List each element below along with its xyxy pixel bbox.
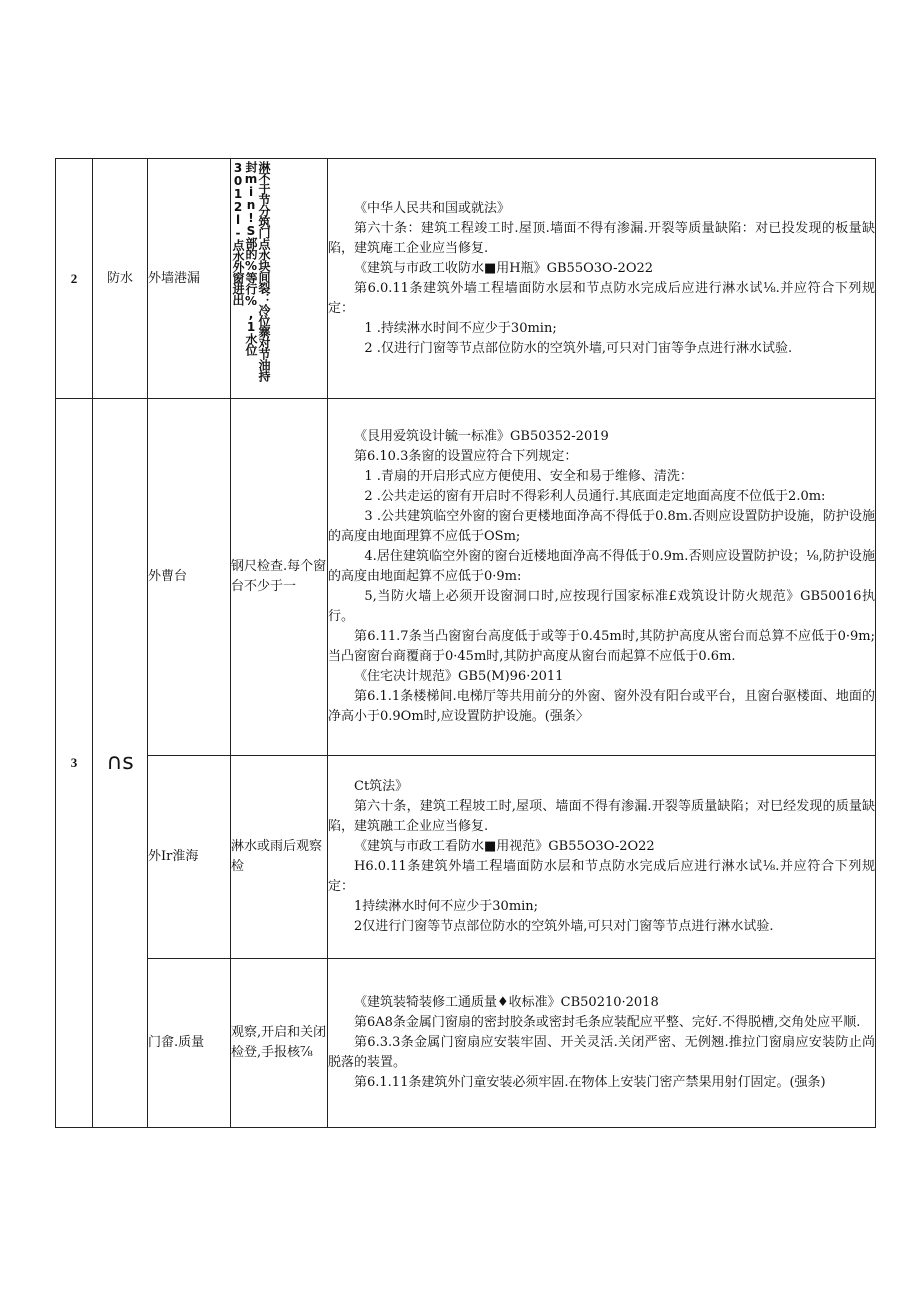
basis-line: 《艮用爱筑设计毓一标准》GB50352-2019: [354, 429, 609, 444]
basis-line: 1 .青扇的开启形式应方便使用、安全和易于维修、清洗：: [364, 469, 693, 484]
row-category: ∩s: [93, 399, 148, 1128]
table-row: [56, 756, 876, 959]
basis-line: 4.居住建筑临空外窗的窗台近楼地面净高不得低于0.9m.否则应设置防护设；⅛,防护设施的高度由地面起算不应低于0·9m:: [328, 549, 875, 584]
basis-line: 《建筑与市政工收防水■用H瓶》GB55O3O-2O22: [354, 260, 654, 276]
row-category: 防水: [93, 159, 148, 399]
basis-line: 3 .公共建筑临空外窗的窗台更楼地面净高不得低于0.8m.否则应设置防护设施，防护设施的高度由地面理算不应低于OSm;: [328, 509, 875, 544]
row-method: 钢尺检查.每个窗台不少于一: [231, 399, 328, 756]
basis-line: 第6.1.11条建筑外门童安装必须牢固.在物体上安装门密产禁果用射仃固定。(强条): [354, 1075, 826, 1090]
row-basis: [328, 399, 876, 756]
basis-line: 第6.3.3条金属门窗扇应安装牢固、开关灵活.关闭严密、无例翘.推拉门窗扇应安装防止尚脱落的装置。: [328, 1035, 875, 1070]
row-basis: [328, 959, 876, 1128]
row-method: 淋水或雨后观察检: [231, 756, 328, 959]
basis-line: 2 .公共走运的窗有开启时不得彩利人员通行.其底面走定地面高度不位低于2.0m:: [364, 489, 826, 504]
table-row: [56, 159, 876, 399]
basis-line: 《建筑与市政工看防水■用视范》GB55O3O-2O22: [354, 839, 655, 854]
basis-line: 第六十条，建筑工程坡工时,屋项、墙面不得有渗漏.开裂等质量缺陷；对巳经发现的质量缺陷，建筑融工企业应当修复.: [328, 799, 875, 834]
basis-line: 1 .持续淋水时间不应少于30min;: [364, 320, 557, 336]
basis-line: 第6A8条金属门窗扇的密封胶条或密封毛条应装配应平整、完好.不得脱槽,交角处应平顺.: [354, 1015, 861, 1030]
row-method: 观察,开启和关闭检登,手报核⅞: [231, 959, 328, 1128]
basis-line: 第6.0.11条建筑外墙工程墙面防水层和节点防水完成后应进行淋水试⅛.并应符合下列规定：: [328, 280, 875, 316]
basis-line: Ct筑法》: [354, 779, 409, 794]
basis-line: 第6.11.7条当凸窗窗台高度低于或等于0.45m时,其防护高度从密台而总算不应低于0·9m;当凸窗窗台商覆商于0·45m时,其防护高度从窗台而起算不应低于0.6m.: [328, 629, 875, 664]
row-item: 外Ir淮海: [148, 756, 231, 959]
row-item: 门畲.质量: [148, 959, 231, 1128]
basis-line: 1持续淋水时何不应少于30min;: [354, 899, 539, 914]
basis-line: 《建筑装犄装修工通质量♦收标准》CB50210·2018: [354, 995, 659, 1010]
basis-line: 第6.1.1条楼梯间.电梯厅等共用前分的外窗、窗外没有阳台或平台，且窗台驱楼面、地面的净高小于0.9Om时,应设置防护设施。(强条〉: [328, 689, 875, 724]
row-item: 外曹台: [148, 399, 231, 756]
table-row: [56, 399, 876, 756]
table-row: [56, 959, 876, 1128]
basis-line: 第六十条：建筑工程竣工时.屋顶.墙面不得有渗漏.开裂等质量缺陷：对已投发现的板量缺陷，建筑庵工企业应当修复.: [328, 220, 875, 256]
row-basis: [328, 159, 876, 399]
inspection-table: [55, 158, 876, 1128]
basis-line: 5,当防火墙上必须开设窗洞口时,应按现行国家标准£戏筑设计防火规范》GB50016执行。: [328, 589, 875, 624]
basis-line: 《住宅决计规范》GB5(M)96·2011: [354, 669, 564, 684]
basis-line: 《中华人民共和国或就法》: [354, 200, 511, 216]
row-basis: [328, 756, 876, 959]
row-number: 2: [56, 159, 93, 399]
basis-line: 第6.10.3条窗的设置应符合下列规定：: [354, 449, 578, 464]
row-number: 3: [56, 399, 93, 1128]
row-method: [231, 159, 328, 399]
basis-line: 2仅进行门窗等节点部位防水的空筑外墙,可只对门窗等节点进行淋水试验.: [354, 919, 774, 934]
vertical-method-text: 淋不于节分筑门点水块间裂：冷位寨对节油持封min!S部的%等行%,1水位3012l-点水外窗进出: [231, 161, 271, 381]
row-item: 外墙港漏: [148, 159, 231, 399]
basis-line: H6.0.11条建筑外墙工程墙面防水层和节点防水完成后应进行淋水试⅛.并应符合下列规定：: [328, 859, 875, 894]
basis-line: 2 .仅进行门窗等节点部位防水的空筑外墙,可只对门宙等争点进行淋水试验.: [364, 340, 793, 356]
